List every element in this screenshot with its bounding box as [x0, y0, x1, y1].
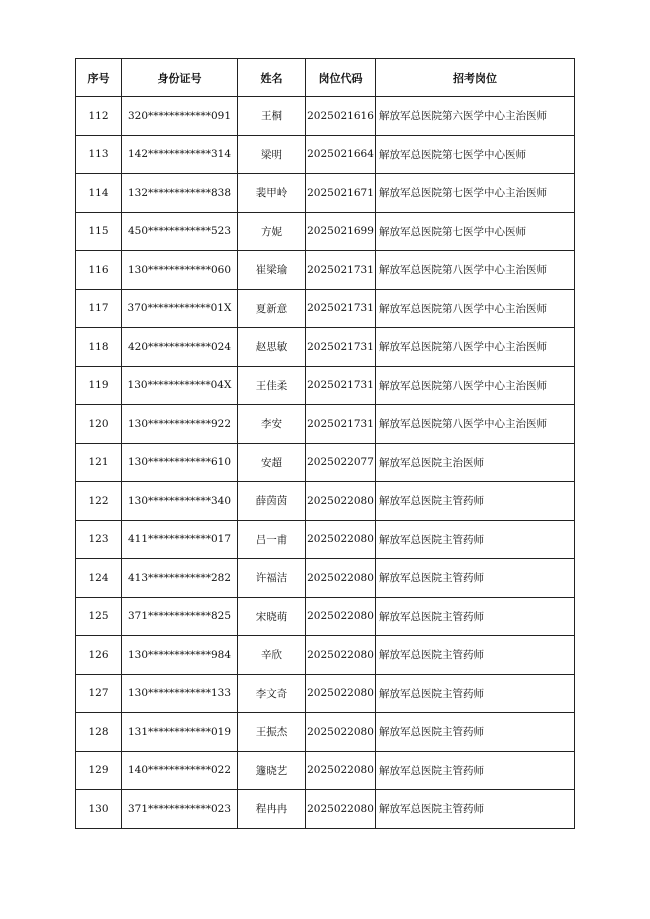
- cell-position: 解放军总医院主管药师: [376, 482, 575, 521]
- cell-seq: 125: [76, 597, 122, 636]
- cell-seq: 130: [76, 790, 122, 829]
- cell-position-code: 2025021664: [306, 135, 376, 174]
- table-row: [76, 97, 575, 136]
- cell-name: 梁明: [238, 135, 306, 174]
- cell-id-number: 450************523: [122, 212, 238, 251]
- cell-position: 解放军总医院第八医学中心主治医师: [376, 289, 575, 328]
- header-seq: 序号: [76, 59, 122, 97]
- cell-name: 王振杰: [238, 713, 306, 752]
- cell-position: 解放军总医院主管药师: [376, 713, 575, 752]
- cell-seq: 128: [76, 713, 122, 752]
- cell-name: 吕一甫: [238, 520, 306, 559]
- cell-position: 解放军总医院主治医师: [376, 443, 575, 482]
- cell-name: 籧晓艺: [238, 751, 306, 790]
- table-row: [76, 636, 575, 675]
- cell-id-number: 132************838: [122, 174, 238, 213]
- cell-seq: 119: [76, 366, 122, 405]
- cell-name: 崔梁瑜: [238, 251, 306, 290]
- cell-seq: 112: [76, 97, 122, 136]
- cell-position-code: 2025021699: [306, 212, 376, 251]
- table-row: [76, 597, 575, 636]
- cell-id-number: 131************019: [122, 713, 238, 752]
- cell-seq: 129: [76, 751, 122, 790]
- cell-seq: 114: [76, 174, 122, 213]
- cell-position: 解放军总医院主管药师: [376, 751, 575, 790]
- cell-name: 王桐: [238, 97, 306, 136]
- cell-position-code: 2025022080: [306, 597, 376, 636]
- cell-id-number: 130************060: [122, 251, 238, 290]
- cell-position: 解放军总医院主管药师: [376, 636, 575, 675]
- cell-seq: 115: [76, 212, 122, 251]
- cell-position: 解放军总医院主管药师: [376, 520, 575, 559]
- cell-seq: 126: [76, 636, 122, 675]
- cell-name: 安超: [238, 443, 306, 482]
- cell-position: 解放军总医院第八医学中心主治医师: [376, 405, 575, 444]
- header-name: 姓名: [238, 59, 306, 97]
- table-body: [76, 97, 575, 829]
- cell-id-number: 130************922: [122, 405, 238, 444]
- header-row: [76, 59, 575, 97]
- cell-seq: 121: [76, 443, 122, 482]
- cell-seq: 124: [76, 559, 122, 598]
- cell-position: 解放军总医院主管药师: [376, 597, 575, 636]
- cell-id-number: 130************984: [122, 636, 238, 675]
- cell-position-code: 2025021731: [306, 366, 376, 405]
- table-header: [76, 59, 575, 97]
- cell-name: 程冉冉: [238, 790, 306, 829]
- table-row: [76, 135, 575, 174]
- cell-id-number: 371************825: [122, 597, 238, 636]
- cell-position: 解放军总医院第七医学中心医师: [376, 135, 575, 174]
- table-row: [76, 443, 575, 482]
- cell-name: 李安: [238, 405, 306, 444]
- cell-name: 夏新意: [238, 289, 306, 328]
- cell-position-code: 2025021731: [306, 405, 376, 444]
- cell-position-code: 2025022077: [306, 443, 376, 482]
- cell-id-number: 130************610: [122, 443, 238, 482]
- table-row: [76, 328, 575, 367]
- cell-position: 解放军总医院主管药师: [376, 674, 575, 713]
- header-id-number: 身份证号: [122, 59, 238, 97]
- table-row: [76, 751, 575, 790]
- cell-seq: 118: [76, 328, 122, 367]
- cell-id-number: 411************017: [122, 520, 238, 559]
- cell-position-code: 2025022080: [306, 674, 376, 713]
- cell-id-number: 420************024: [122, 328, 238, 367]
- cell-position-code: 2025022080: [306, 482, 376, 521]
- table-row: [76, 289, 575, 328]
- cell-name: 李文奇: [238, 674, 306, 713]
- cell-seq: 120: [76, 405, 122, 444]
- table-row: [76, 520, 575, 559]
- cell-id-number: 142************314: [122, 135, 238, 174]
- cell-id-number: 130************133: [122, 674, 238, 713]
- cell-seq: 123: [76, 520, 122, 559]
- cell-id-number: 370************01X: [122, 289, 238, 328]
- cell-position-code: 2025021731: [306, 328, 376, 367]
- cell-position-code: 2025022080: [306, 559, 376, 598]
- cell-id-number: 413************282: [122, 559, 238, 598]
- cell-name: 王佳柔: [238, 366, 306, 405]
- cell-seq: 127: [76, 674, 122, 713]
- table-row: [76, 366, 575, 405]
- cell-position-code: 2025021731: [306, 251, 376, 290]
- cell-seq: 117: [76, 289, 122, 328]
- table-row: [76, 405, 575, 444]
- cell-position: 解放军总医院主管药师: [376, 559, 575, 598]
- cell-name: 许福洁: [238, 559, 306, 598]
- cell-name: 辛欣: [238, 636, 306, 675]
- header-position: 招考岗位: [376, 59, 575, 97]
- cell-position-code: 2025021671: [306, 174, 376, 213]
- table-row: [76, 559, 575, 598]
- table-row: [76, 251, 575, 290]
- table-row: [76, 174, 575, 213]
- table-row: [76, 713, 575, 752]
- table-row: [76, 790, 575, 829]
- cell-position-code: 2025021731: [306, 289, 376, 328]
- cell-position-code: 2025022080: [306, 751, 376, 790]
- cell-position: 解放军总医院第八医学中心主治医师: [376, 328, 575, 367]
- candidate-table: [75, 58, 575, 829]
- cell-position: 解放军总医院第七医学中心主治医师: [376, 174, 575, 213]
- cell-name: 宋晓萌: [238, 597, 306, 636]
- cell-seq: 122: [76, 482, 122, 521]
- table-row: [76, 482, 575, 521]
- cell-name: 赵思敏: [238, 328, 306, 367]
- cell-name: 裴甲岭: [238, 174, 306, 213]
- cell-name: 薛茵茵: [238, 482, 306, 521]
- header-position-code: 岗位代码: [306, 59, 376, 97]
- table-row: [76, 212, 575, 251]
- cell-position: 解放军总医院第七医学中心医师: [376, 212, 575, 251]
- cell-position: 解放军总医院第六医学中心主治医师: [376, 97, 575, 136]
- cell-position: 解放军总医院第八医学中心主治医师: [376, 366, 575, 405]
- cell-seq: 116: [76, 251, 122, 290]
- cell-position-code: 2025022080: [306, 636, 376, 675]
- cell-id-number: 371************023: [122, 790, 238, 829]
- cell-id-number: 140************022: [122, 751, 238, 790]
- cell-position: 解放军总医院主管药师: [376, 790, 575, 829]
- cell-id-number: 320************091: [122, 97, 238, 136]
- cell-seq: 113: [76, 135, 122, 174]
- cell-position: 解放军总医院第八医学中心主治医师: [376, 251, 575, 290]
- cell-id-number: 130************04X: [122, 366, 238, 405]
- cell-name: 方妮: [238, 212, 306, 251]
- table-row: [76, 674, 575, 713]
- cell-position-code: 2025022080: [306, 790, 376, 829]
- cell-position-code: 2025021616: [306, 97, 376, 136]
- cell-position-code: 2025022080: [306, 520, 376, 559]
- cell-position-code: 2025022080: [306, 713, 376, 752]
- cell-id-number: 130************340: [122, 482, 238, 521]
